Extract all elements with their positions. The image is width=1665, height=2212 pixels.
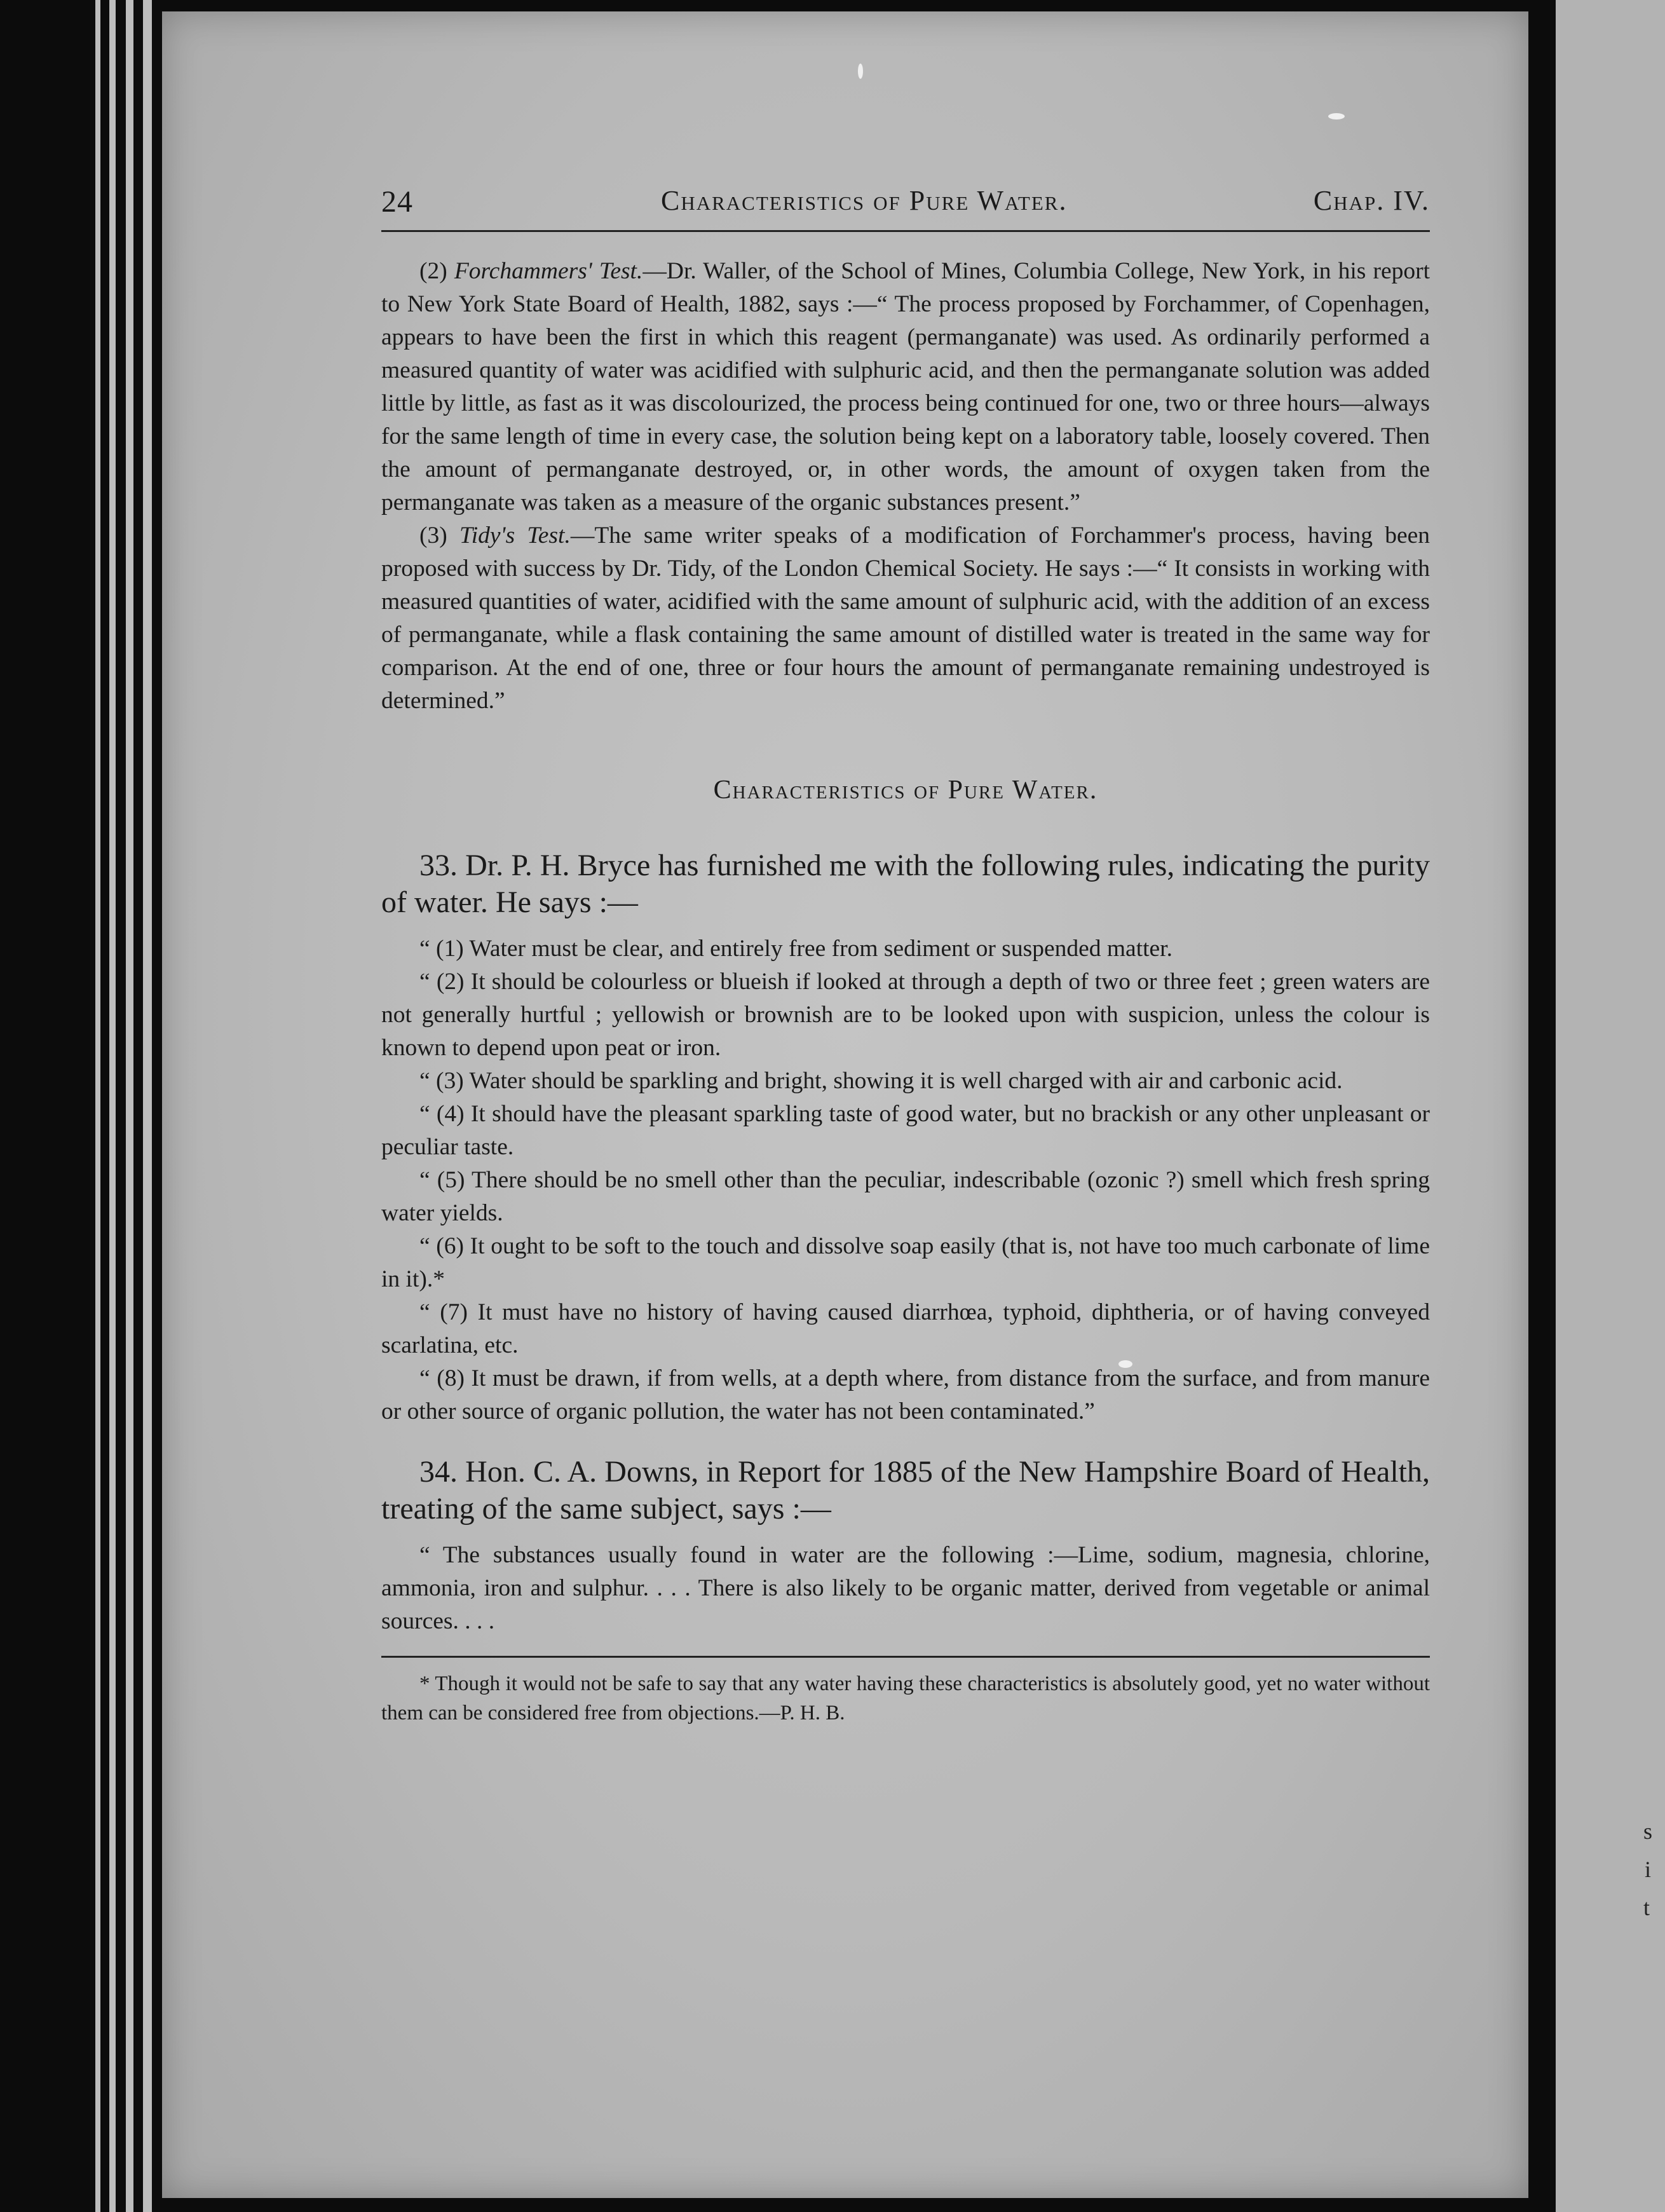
paragraph-34: 34. Hon. C. A. Downs, in Report for 1885 of the New Hampshire Board of Health, treating of the same subject, says :— [381,1455,1430,1526]
test-name: Tidy's Test. [459,522,571,549]
margin-fragment: t [1643,1895,1650,1920]
header-rule [381,230,1430,232]
page-edge-left [143,0,152,2212]
rule-item: “ (2) It should be colourless or blueish if looked at through a depth of two or three feet ; green waters are not generally hurtful ; yellowish or brownish are to be looked upon with suspicion, unless the colour is known to depend upon peat or iron. [381,969,1430,1061]
rules-list [381,932,1430,1428]
page-edge-left [95,0,100,2212]
paragraph-text: —Dr. Waller, of the School of Mines, Columbia College, New York, in his report to New York State Board of Health, 1882, says :—“ The process proposed by Forchammer, of Copenhagen, appears to have been the first in which this reagent (permanganate) was used. As ordinarily performed a measured quantity of water was acidified with sulphuric acid, and then the permanganate solution was added little by little, as fast as it was discolourized, the process being continued for one, two or three hours—always for the same length of time in every case, the solution being kept on a laboratory table, loosely covered. Then the amount of permanganate destroyed, or, in other words, the amount of oxygen taken from the permanganate was taken as a measure of the organic substances present.” [381,258,1430,515]
running-head [381,172,1430,222]
paragraph-text: —The same writer speaks of a modification of Forchammer's process, having been proposed with success by Dr. Tidy, of the London Chemical Society. He says :—“ It consists in working with measured quantities of water, acidified with the same amount of sulphuric acid, with the addition of an excess of permanganate, while a flask containing the same amount of distilled water is treated in the same way for comparison. At the end of one, three or four hours the amount of permanganate remaining undestroyed is determined.” [381,522,1430,714]
rule-item: “ (8) It must be drawn, if from wells, at a depth where, from distance from the surface, and from manure or other source of organic pollution, the water has not been contaminated.” [381,1365,1430,1424]
quote-34: “ The substances usually found in water are the following :—Lime, sodium, magnesia, chlorine, ammonia, iron and sulphur. . . . There is also likely to be organic matter, derived from vegetable or animal sources. . . . [381,1542,1430,1634]
rule-item: “ (3) Water should be sparkling and bright, showing it is well charged with air and carbonic acid. [419,1068,1343,1094]
paragraph-forchammer-test [381,255,1430,519]
page-content [381,172,1430,1728]
test-name: Forchammers' Test. [454,258,643,284]
spacer [381,1428,1430,1454]
chapter-label: Chap. IV. [1313,185,1430,216]
rule-item: “ (5) There should be no smell other than the peculiar, indescribable (ozonic ?) smell which fresh spring water yields. [381,1167,1430,1226]
section-heading: Characteristics of Pure Water. [713,775,1098,805]
rule-item: “ (6) It ought to be soft to the touch and dissolve soap easily (that is, not have too much carbonate of lime in it).* [381,1233,1430,1292]
scan-speck [1328,113,1345,119]
rule-item: “ (1) Water must be clear, and entirely free from sediment or suspended matter. [419,936,1172,962]
footnote: * Though it would not be safe to say that any water having these characteristics is absolutely good, yet no water without them can be considered free from objections.—P. H. B. [381,1672,1430,1724]
adjacent-page-strip [1556,0,1665,2212]
rule-item: “ (7) It must have no history of having caused diarrhœa, typhoid, diphtheria, or of having conveyed scarlatina, etc. [381,1299,1430,1358]
margin-fragment: i [1645,1857,1652,1882]
page-edge-left [126,0,133,2212]
item-label: (3) [419,522,459,549]
paragraph-tidy-test [381,519,1430,718]
page-edge-left [109,0,116,2212]
item-label: (2) [419,258,454,284]
paragraph-33: 33. Dr. P. H. Bryce has furnished me with the following rules, indicating the purity of water. He says :— [381,849,1430,919]
rule-item: “ (4) It should have the pleasant sparkling taste of good water, but no brackish or any other unpleasant or peculiar taste. [381,1101,1430,1160]
margin-fragment: s [1643,1819,1653,1844]
footnote-rule [381,1656,1430,1658]
scan-speck [858,64,863,79]
page-number: 24 [381,185,413,219]
running-title: Characteristics of Pure Water. [661,185,1068,216]
